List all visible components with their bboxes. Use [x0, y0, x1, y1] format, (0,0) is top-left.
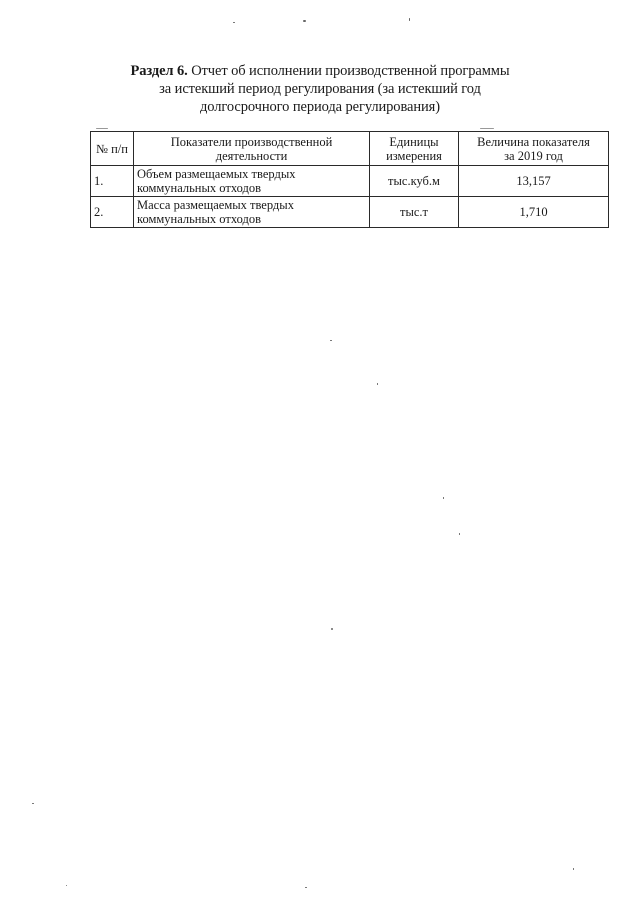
header-unit-line-2: измерения [386, 148, 442, 163]
scan-speck [409, 18, 410, 21]
header-unit-line-1: Единицы [389, 134, 439, 149]
heading-line-1-text: Отчет об исполнении производственной программы [191, 63, 510, 79]
table-header-row [91, 132, 609, 166]
section-heading [0, 62, 640, 116]
row-value: 1,710 [459, 197, 609, 228]
row-indicator [134, 197, 370, 228]
scan-speck [96, 128, 108, 129]
scan-speck [32, 803, 34, 804]
section-label: Раздел 6. [130, 63, 188, 79]
heading-line-3: долгосрочного периода регулирования) [200, 99, 440, 115]
scan-speck [305, 887, 307, 888]
scan-speck [443, 497, 444, 499]
row-value: 13,157 [459, 166, 609, 197]
row-indicator-line-2: коммунальных отходов [137, 212, 261, 226]
header-indicator-line-2: деятельности [215, 148, 288, 163]
scan-speck [480, 128, 494, 129]
header-indicator [134, 132, 370, 166]
scan-speck [331, 628, 333, 630]
scan-speck [330, 340, 332, 341]
table-row [91, 166, 609, 197]
scan-speck [459, 533, 460, 535]
row-indicator [134, 166, 370, 197]
heading-line-1 [0, 62, 640, 80]
row-num: 1. [91, 166, 134, 197]
header-value-line-2: за 2019 год [504, 148, 563, 163]
table-row [91, 197, 609, 228]
header-value-line-1: Величина показателя [477, 134, 590, 149]
row-unit: тыс.куб.м [370, 166, 459, 197]
header-indicator-line-1: Показатели производственной [170, 134, 333, 149]
scan-speck [303, 20, 306, 22]
heading-line-2: за истекший период регулирования (за истекший год [159, 81, 481, 97]
scan-speck [66, 885, 67, 886]
scan-speck [233, 22, 235, 23]
row-indicator-line-2: коммунальных отходов [137, 181, 261, 195]
row-indicator-line-1: Масса размещаемых твердых [137, 198, 294, 212]
row-unit: тыс.т [370, 197, 459, 228]
scan-speck [573, 868, 574, 870]
row-num: 2. [91, 197, 134, 228]
row-indicator-line-1: Объем размещаемых твердых [137, 167, 296, 181]
header-num: № п/п [91, 132, 134, 166]
header-unit [370, 132, 459, 166]
production-program-report-table [90, 131, 609, 228]
scan-speck [377, 383, 378, 385]
header-value [459, 132, 609, 166]
